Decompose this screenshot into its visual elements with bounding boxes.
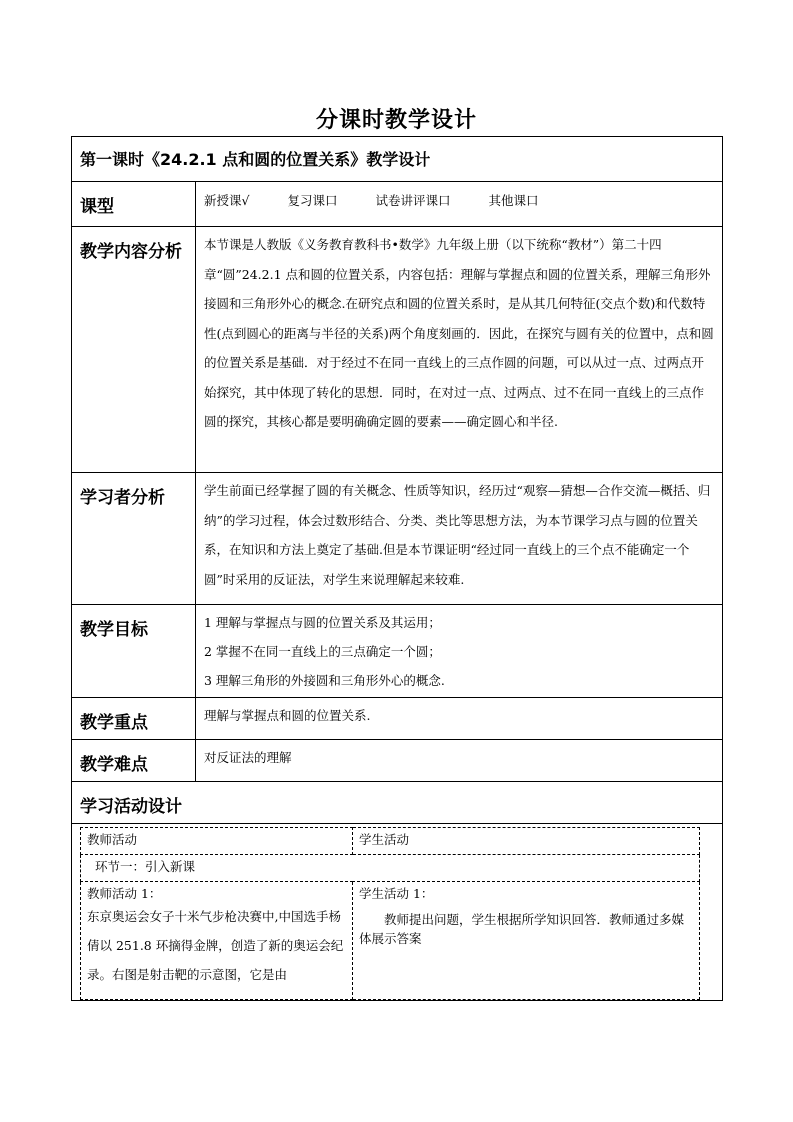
key-points-label: 教学重点 [72, 698, 196, 740]
course-type-option: 新授课√ [204, 193, 250, 208]
course-type-option: 其他课口 [488, 193, 539, 208]
student-activity-title: 学生活动 1： [359, 886, 434, 901]
difficulties-row [72, 740, 723, 782]
student-activity-header: 学生活动 [353, 828, 700, 855]
content-analysis-text: 本节课是人教版《义务教育教科书•数学》九年级上册（以下统称“教材”）第二十四章“圆”24.2.1 点和圆的位置关系，内容包括：理解与掌握点和圆的位置关系，理解三角形外接圆和三角形外心的概念.在研究点和圆的位置关系时，是从其几何特征(交点个数)和代数特性(点到圆心的距离与半径的关系)两个角度刻画的．因此，在探究与圆有关的位置中，点和圆的位置关系是基础．对于经过不在同一直线上的三点作圆的问题，可以从过一点、过两点开始探究，其中体现了转化的思想．同时，在对过一点、过两点、过不在同一直线上的三点作圆的探究，其核心都是要明确确定圆的要素——确定圆心和半径. [196, 227, 723, 473]
objective-item: 1 理解与掌握点与圆的位置关系及其运用； [204, 615, 441, 630]
page-title: 分课时教学设计 [315, 108, 477, 133]
activity-design-heading: 学习活动设计 [72, 782, 723, 824]
lesson-title: 第一课时《24.2.1 点和圆的位置关系》教学设计 [72, 137, 723, 182]
student-activity-cell [353, 882, 700, 1000]
teacher-activity-header: 教师活动 [81, 828, 353, 855]
objectives-label: 教学目标 [72, 605, 196, 698]
learner-analysis-label: 学习者分析 [72, 473, 196, 605]
teacher-activity-title: 教师活动 1： [87, 886, 162, 901]
course-type-option: 复习课口 [287, 193, 338, 208]
learner-analysis-row [72, 473, 723, 605]
objective-item: 2 掌握不在同一直线上的三点确定一个圆； [204, 644, 441, 659]
course-type-options [196, 182, 723, 227]
difficulties-text: 对反证法的理解 [196, 740, 723, 782]
objectives-row [72, 605, 723, 698]
activity-table [80, 827, 700, 1000]
learner-analysis-text: 学生前面已经掌握了圆的有关概念、性质等知识，经历过“观察—猜想—合作交流—概括、归纳”的学习过程，体会过数形结合、分类、类比等思想方法，为本节课学习点与圆的位置关系，在知识和方法上奠定了基础.但是本节课证明“经过同一直线上的三个点不能确定一个圆”时采用的反证法，对学生来说理解起来较难. [196, 473, 723, 605]
key-points-row [72, 698, 723, 740]
teacher-activity-text: 东京奥运会女子十米气步枪决赛中,中国选手杨倩以 251.8 环摘得金牌，创造了新的奥运会纪录。右图是射击靶的示意图，它是由 [87, 909, 344, 982]
objectives-list [196, 605, 723, 698]
course-type-label: 课型 [72, 182, 196, 227]
key-points-text: 理解与掌握点和圆的位置关系. [196, 698, 723, 740]
student-activity-text: 教师提出问题，学生根据所学知识回答．教师通过多媒体展示答案 [359, 912, 685, 946]
content-analysis-label: 教学内容分析 [72, 227, 196, 473]
section-heading: 环节一：引入新课 [81, 855, 700, 882]
teacher-activity-cell [81, 882, 353, 1000]
course-type-row [72, 182, 723, 227]
difficulties-label: 教学难点 [72, 740, 196, 782]
content-analysis-row [72, 227, 723, 473]
activity-design-cell [72, 824, 723, 1001]
objective-item: 3 理解三角形的外接圆和三角形外心的概念. [204, 673, 445, 688]
lesson-design-table [71, 136, 723, 1001]
course-type-option: 试卷讲评课口 [375, 193, 451, 208]
